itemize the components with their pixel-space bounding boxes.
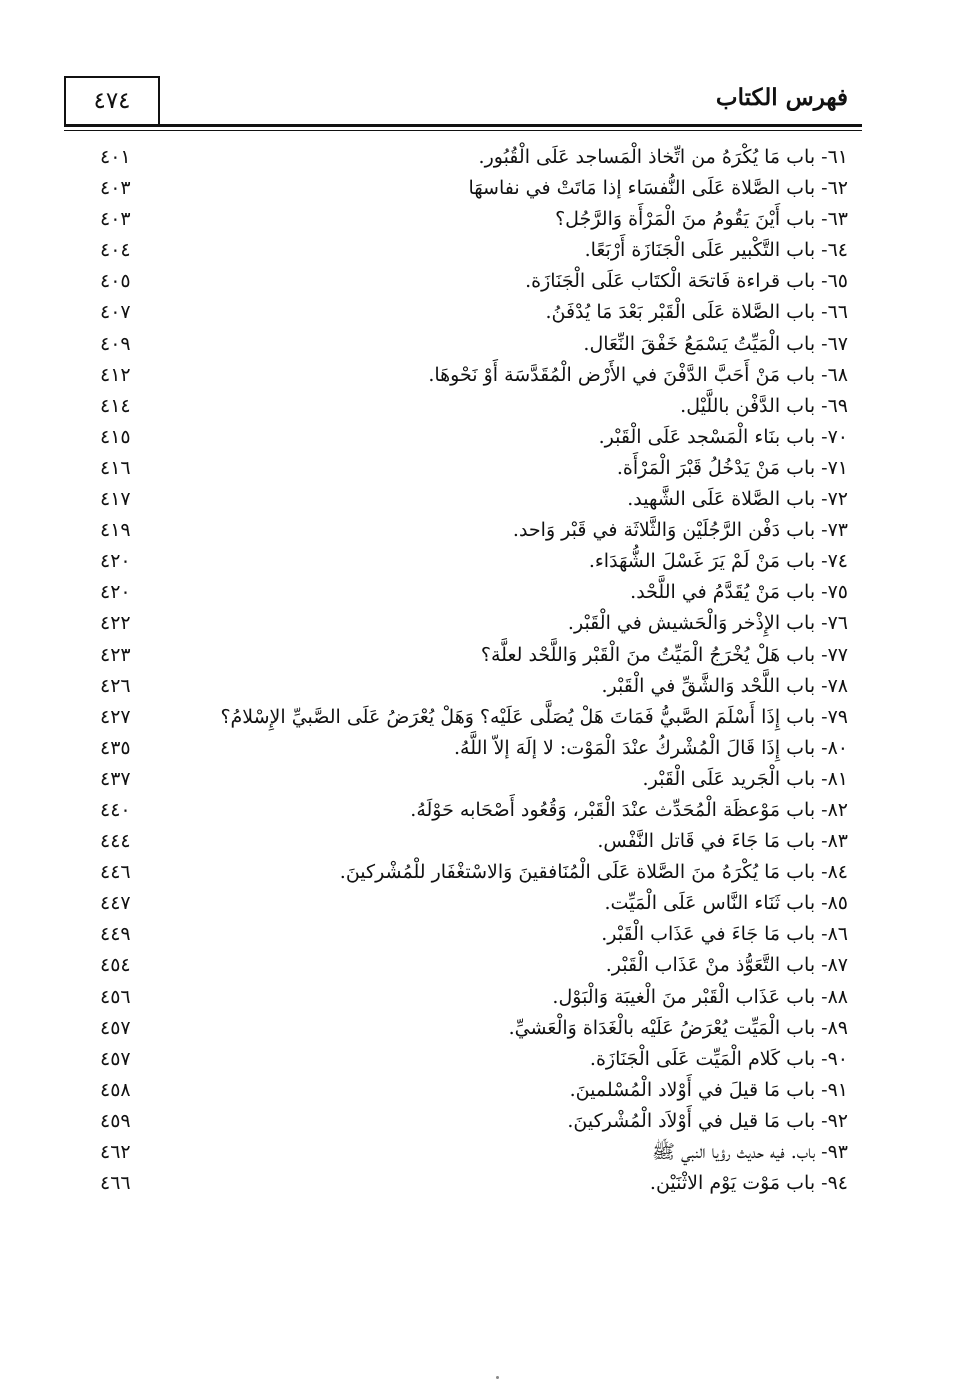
toc-entry bbox=[64, 1044, 862, 1075]
toc-entry bbox=[64, 795, 862, 826]
toc-entry bbox=[64, 515, 862, 546]
toc-entry-title: ٨٠- باب إِذَا قَالَ الْمُشْركُ عنْدَ الْمَوْت: لا إلَهَ إلاّ اللَّهُ. bbox=[453, 736, 848, 759]
toc-entry bbox=[64, 826, 862, 857]
toc-entry-title: ٩٣- باب. فيه حديث رؤيا النبي ﷺ bbox=[652, 1141, 848, 1163]
toc-entry-title: ٦٢- باب الصَّلاة عَلَى النُّفسَاء إذا مَاتَتْ في نفاسهَا bbox=[468, 177, 848, 200]
toc-entry bbox=[64, 1168, 862, 1199]
toc-entry-page: ٤٤٤ bbox=[100, 830, 131, 853]
toc-entry-page: ٤٠١ bbox=[100, 146, 131, 168]
toc-entry-page: ٤٢٣ bbox=[100, 643, 131, 666]
toc-entry-page: ٤٢٧ bbox=[100, 705, 131, 728]
toc-entry bbox=[64, 857, 862, 888]
toc-entry bbox=[64, 422, 862, 453]
toc-entry-title: ٧٤- باب مَنْ لَمْ يَرَ غَسْلَ الشُّهَدَاء. bbox=[588, 550, 848, 573]
toc-entry-page: ٤٥٧ bbox=[100, 1047, 131, 1070]
toc-entry bbox=[64, 1075, 862, 1106]
toc-entry-page: ٤٤٧ bbox=[100, 892, 131, 915]
toc-entry-title: ٨٥- باب ثَنَاء النَّاس عَلَى الْمَيِّت. bbox=[604, 892, 848, 915]
toc-entry-title: ٩٠- باب كَلام الْمَيِّت عَلَى الْجَنَازَة. bbox=[589, 1047, 848, 1070]
toc-entry bbox=[64, 391, 862, 422]
toc-entry bbox=[64, 733, 862, 764]
toc-entry bbox=[64, 764, 862, 795]
toc-entry bbox=[64, 671, 862, 702]
toc-entry bbox=[64, 640, 862, 671]
toc-entry bbox=[64, 546, 862, 577]
table-of-contents bbox=[64, 142, 862, 1199]
header-rule-thin bbox=[64, 130, 862, 131]
toc-entry-title: ٧٩- باب إِذَا أَسْلَمَ الصَّبيُّ فَمَاتَ هَلْ يُصَلَّى عَلَيْه؟ وَهَلْ يُعْرَضُ عَلَى الصَّبيِّ الإِسْلامُ؟ bbox=[220, 705, 848, 728]
toc-entry bbox=[64, 173, 862, 204]
toc-entry-title: ٨٣- باب مَا جَاءَ في قَاتل النَّفْس. bbox=[597, 830, 848, 853]
toc-entry-title: ٩١- باب مَا قيلَ في أَوْلاد الْمُسْلمينَ. bbox=[569, 1078, 848, 1101]
page-header bbox=[64, 76, 862, 124]
toc-entry-page: ٤٤٦ bbox=[100, 861, 131, 884]
toc-entry bbox=[64, 235, 862, 266]
toc-entry bbox=[64, 1106, 862, 1137]
toc-entry bbox=[64, 888, 862, 919]
toc-entry bbox=[64, 204, 862, 235]
toc-entry-page: ٤٦٢ bbox=[100, 1141, 131, 1163]
toc-entry bbox=[64, 297, 862, 328]
toc-entry-page: ٤٥٨ bbox=[100, 1078, 131, 1101]
toc-entry-page: ٤٠٣ bbox=[100, 208, 131, 231]
toc-entry-title: ٨٤- باب مَا يُكْرَهُ منَ الصَّلاة عَلَى الْمُنَافقينَ وَالاسْتغْفَار للْمُشْركينَ. bbox=[339, 861, 848, 884]
toc-entry-page: ٤٦٦ bbox=[100, 1172, 131, 1195]
toc-entry bbox=[64, 142, 862, 173]
toc-entry-page: ٤٠٥ bbox=[100, 270, 131, 293]
toc-entry-page: ٤٤٩ bbox=[100, 923, 131, 946]
footer-dot bbox=[496, 1376, 499, 1379]
toc-entry-title: ٨٦- باب مَا جَاءَ في عَذَاب الْقَبْر. bbox=[601, 923, 848, 946]
toc-entry-page: ٤٠٩ bbox=[100, 332, 131, 355]
toc-entry-page: ٤٢٠ bbox=[100, 581, 131, 604]
toc-entry-page: ٤١٤ bbox=[100, 394, 131, 417]
toc-entry bbox=[64, 1137, 862, 1168]
toc-entry-title: ٧٨- باب اللَّحْد وَالشَّقِّ في الْقَبْر. bbox=[601, 674, 848, 697]
toc-entry bbox=[64, 453, 862, 484]
toc-entry-title: ٨١- باب الْجَريد عَلَى الْقَبْر. bbox=[642, 767, 848, 790]
toc-entry-page: ٤٠٣ bbox=[100, 177, 131, 200]
toc-entry-page: ٤٠٤ bbox=[100, 239, 131, 262]
toc-entry-page: ٤١٥ bbox=[100, 425, 131, 448]
toc-entry-page: ٤٥٧ bbox=[100, 1016, 131, 1039]
toc-entry-title: ٦٦- باب الصَّلاة عَلَى الْقَبْر بَعْدَ مَا يُدْفَنُ. bbox=[545, 301, 848, 324]
toc-entry-page: ٤١٦ bbox=[100, 456, 131, 479]
toc-entry-title: ٧٦- باب الإِذْخر وَالْحَشيش في الْقَبْر. bbox=[567, 612, 848, 635]
toc-entry bbox=[64, 1013, 862, 1044]
toc-entry-title: ٩٢- باب مَا قيل في أَوْلاَد الْمُشْركينَ. bbox=[567, 1109, 848, 1132]
toc-entry-title: ٧٢- باب الصَّلاة عَلَى الشَّهيد. bbox=[627, 488, 848, 511]
toc-entry-title: ٧٠- باب بنَاء الْمَسْجد عَلَى الْقَبْر. bbox=[598, 425, 848, 448]
toc-entry-title: ٨٨- باب عَذَاب الْقَبْر منَ الْغيبَة وَالْبَوْل. bbox=[552, 985, 848, 1008]
toc-entry bbox=[64, 360, 862, 391]
toc-entry bbox=[64, 982, 862, 1013]
toc-entry-page: ٤٥٦ bbox=[100, 985, 131, 1008]
toc-entry-title: ٧٣- باب دَفْن الرَّجُلَيْن وَالثَّلاثَة في قَبْر وَاحد. bbox=[512, 519, 848, 542]
toc-entry-page: ٤٥٩ bbox=[100, 1109, 131, 1132]
toc-entry-page: ٤١٩ bbox=[100, 519, 131, 542]
toc-entry-title: ٨٩- باب الْمَيِّت يُعْرَضُ عَلَيْه بالْغَدَاة وَالْعَشيِّ. bbox=[508, 1016, 848, 1039]
toc-entry bbox=[64, 702, 862, 733]
toc-entry-title: ٧٧- باب هَلْ يُخْرَجُ الْمَيِّتُ منَ الْقَبْر وَاللَّحْد لعلَّة؟ bbox=[480, 643, 848, 666]
page-number: ٤٧٤ bbox=[64, 76, 160, 124]
toc-entry-title: ٦٥- باب قراءة فَاتحَة الْكتَاب عَلَى الْجَنَازَة. bbox=[525, 270, 848, 293]
toc-entry-page: ٤٢٠ bbox=[100, 550, 131, 573]
running-title: فهرس الكتاب bbox=[715, 84, 848, 111]
toc-entry-title: ٨٢- باب مَوْعظَة الْمُحَدِّث عنْدَ الْقَبْر، وَقُعُود أَصْحَابه حَوْلَهُ. bbox=[410, 798, 848, 821]
toc-entry-title: ٦٨- باب مَنْ أَحَبَّ الدَّفْنَ في الأَرْض الْمُقَدَّسَة أَوْ نَحْوهَا. bbox=[428, 363, 848, 386]
toc-entry-title: ٦٣- باب أَيْنَ يَقُومُ منَ الْمَرْأَة وَالرَّجُل؟ bbox=[555, 208, 848, 231]
toc-entry bbox=[64, 329, 862, 360]
toc-entry bbox=[64, 266, 862, 297]
toc-entry-page: ٤٤٠ bbox=[100, 798, 131, 821]
toc-entry-page: ٤٠٧ bbox=[100, 301, 131, 324]
header-rule-thick bbox=[64, 124, 862, 127]
toc-entry-title: ٦٩- باب الدَّفْن باللَّيْل. bbox=[680, 394, 848, 417]
toc-entry-title: ٧٥- باب مَنْ يُقَدَّمُ في اللَّحْد. bbox=[630, 581, 848, 604]
toc-entry-title: ٧١- باب مَنْ يَدْخُلُ قَبْرَ الْمَرْأَة. bbox=[616, 456, 848, 479]
toc-entry bbox=[64, 950, 862, 981]
toc-entry-page: ٤١٢ bbox=[100, 363, 131, 386]
toc-entry-title: ٩٤- باب مَوْت يَوْم الاثْنَيْن. bbox=[649, 1172, 848, 1195]
toc-entry-title: ٦١- باب مَا يُكْرَهُ من اتِّخاذ الْمَساجد عَلَى الْقُبُور. bbox=[478, 146, 848, 168]
toc-entry-page: ٤٣٧ bbox=[100, 767, 131, 790]
toc-entry-title: ٦٧- باب الْمَيِّتُ يَسْمَعُ خَفْقَ النِّعَال. bbox=[583, 332, 848, 355]
toc-entry-page: ٤٣٥ bbox=[100, 736, 131, 759]
toc-entry bbox=[64, 608, 862, 639]
toc-entry-page: ٤٢٦ bbox=[100, 674, 131, 697]
toc-entry-title: ٦٤- باب التَّكْبير عَلَى الْجَنَازَة أَرْبَعًا. bbox=[584, 239, 848, 262]
toc-entry bbox=[64, 577, 862, 608]
toc-entry-page: ٤٢٢ bbox=[100, 612, 131, 635]
toc-entry-page: ٤١٧ bbox=[100, 488, 131, 511]
toc-entry bbox=[64, 484, 862, 515]
toc-entry-page: ٤٥٤ bbox=[100, 954, 131, 977]
toc-entry-title: ٨٧- باب التَّعَوُّذ منْ عَذَاب الْقَبْر. bbox=[605, 954, 848, 977]
toc-entry bbox=[64, 919, 862, 950]
